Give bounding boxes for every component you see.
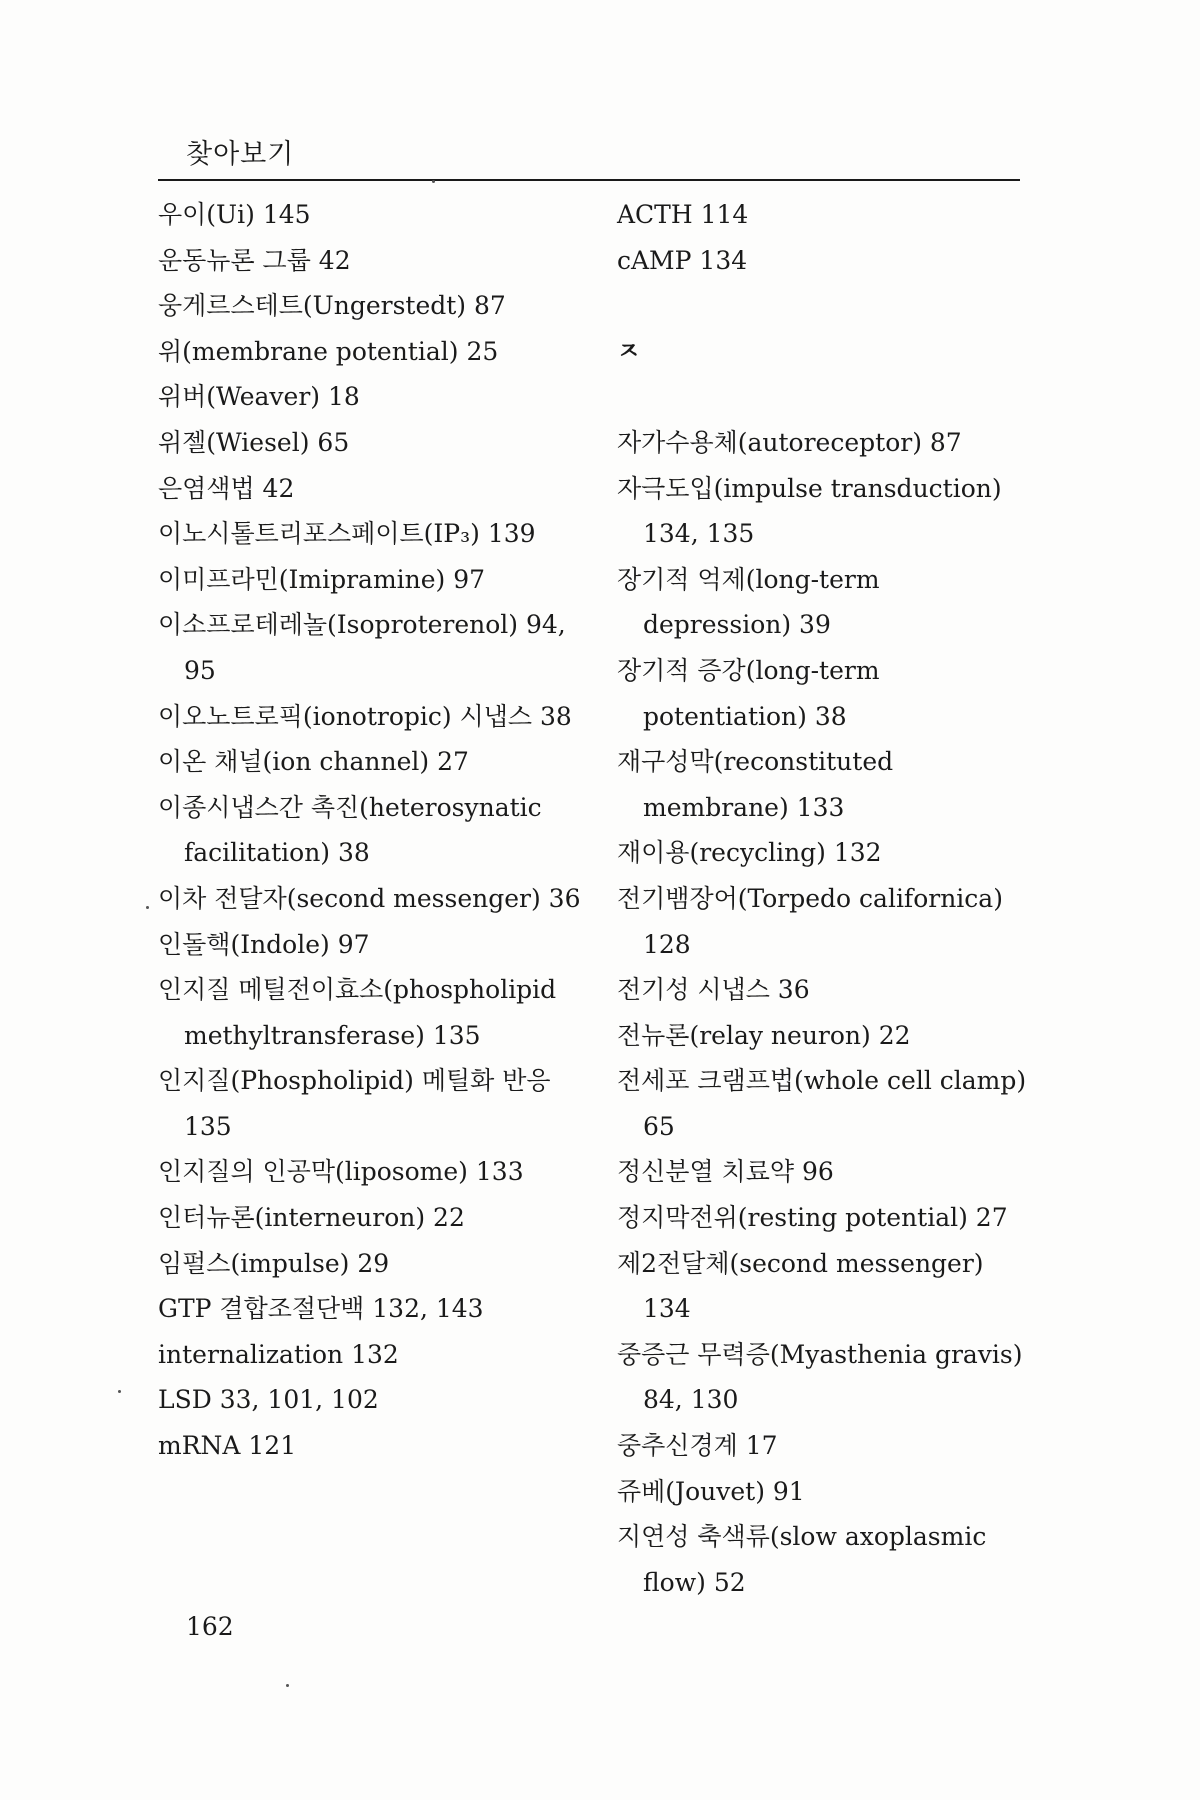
index-entry: 중증근 무력증(Myasthenia gravis) 84, 130 <box>617 1339 1023 1415</box>
index-entry: cAMP 134 <box>617 245 748 275</box>
index-entry: 위버(Weaver) 18 <box>158 382 360 412</box>
page-header-title: 찾아보기 <box>186 139 295 170</box>
print-speck <box>118 1390 121 1393</box>
index-entry: mRNA 121 <box>158 1431 297 1461</box>
index-entry: 지연성 축색류(slow axoplasmic flow) 52 <box>617 1522 987 1597</box>
print-speck <box>146 906 149 909</box>
print-speck <box>432 180 435 183</box>
index-entry: 전기성 시냅스 36 <box>617 975 810 1005</box>
index-entry: 쥬베(Jouvet) 91 <box>617 1476 805 1506</box>
index-entry: 이소프로테레놀(Isoproterenol) 94, 95 <box>158 610 566 685</box>
index-entry: 재이용(recycling) 132 <box>617 838 882 868</box>
index-entry: 인지질의 인공막(liposome) 133 <box>158 1157 524 1187</box>
index-entry: 제2전달체(second messenger) 134 <box>617 1248 984 1324</box>
section-letter-heading: ㅈ <box>617 336 641 365</box>
index-entry: 장기적 증강(long-term potentiation) 38 <box>617 655 880 731</box>
index-entry: 임펄스(impulse) 29 <box>158 1248 390 1278</box>
index-entry: 우이(Ui) 145 <box>158 200 311 229</box>
index-entry: LSD 33, 101, 102 <box>158 1385 379 1415</box>
index-column-right <box>617 192 1027 1605</box>
index-entry: GTP 결합조절단백 132, 143 <box>158 1294 484 1324</box>
index-entry: 자가수용체(autoreceptor) 87 <box>617 427 962 457</box>
print-speck <box>286 1684 289 1687</box>
index-entry: 장기적 억제(long-term depression) 39 <box>617 564 880 640</box>
index-entry: 자극도입(impulse transduction) 134, 135 <box>617 473 1002 549</box>
index-entry: 인지질(Phospholipid) 메틸화 반응 135 <box>158 1066 551 1141</box>
index-entry: 정신분열 치료약 96 <box>617 1157 834 1187</box>
index-entry: 웅게르스테트(Ungerstedt) 87 <box>158 291 506 321</box>
index-entry: 위젤(Wiesel) 65 <box>158 427 350 457</box>
index-entry: 이오노트로픽(ionotropic) 시냅스 38 <box>158 701 572 731</box>
page-number: 162 <box>186 1612 234 1641</box>
index-entry: 인돌핵(Indole) 97 <box>158 929 370 959</box>
index-entry: 재구성막(reconstituted membrane) 133 <box>617 747 894 822</box>
index-column-left <box>158 192 598 1469</box>
index-entry: 이노시톨트리포스페이트(IP₃) 139 <box>158 519 536 549</box>
index-entry: 인지질 메틸전이효소(phospholipid methyltransferase) 135 <box>158 975 557 1050</box>
index-entry: internalization 132 <box>158 1339 399 1369</box>
index-entry: 인터뉴론(interneuron) 22 <box>158 1203 465 1233</box>
index-entry: 중추신경계 17 <box>617 1431 778 1461</box>
index-entry: 위(membrane potential) 25 <box>158 336 499 366</box>
index-entry: 이차 전달자(second messenger) 36 <box>158 883 581 913</box>
index-entry: 이온 채널(ion channel) 27 <box>158 747 469 777</box>
index-entry: 이미프라민(Imipramine) 97 <box>158 564 486 594</box>
index-entry: 전세포 크램프법(whole cell clamp) 65 <box>617 1066 1027 1141</box>
header-rule <box>158 179 1020 181</box>
section-gap <box>617 283 1027 329</box>
index-entry: 정지막전위(resting potential) 27 <box>617 1203 1008 1233</box>
index-entry: 이종시냅스간 촉진(heterosynatic facilitation) 38 <box>158 792 542 868</box>
index-entry: 운동뉴론 그룹 42 <box>158 245 351 275</box>
index-entry: 전기뱀장어(Torpedo californica) 128 <box>617 883 1003 959</box>
index-entry: 전뉴론(relay neuron) 22 <box>617 1020 911 1050</box>
section-gap <box>617 374 1027 420</box>
index-entry: 은염색법 42 <box>158 473 295 503</box>
index-entry: ACTH 114 <box>617 200 749 229</box>
